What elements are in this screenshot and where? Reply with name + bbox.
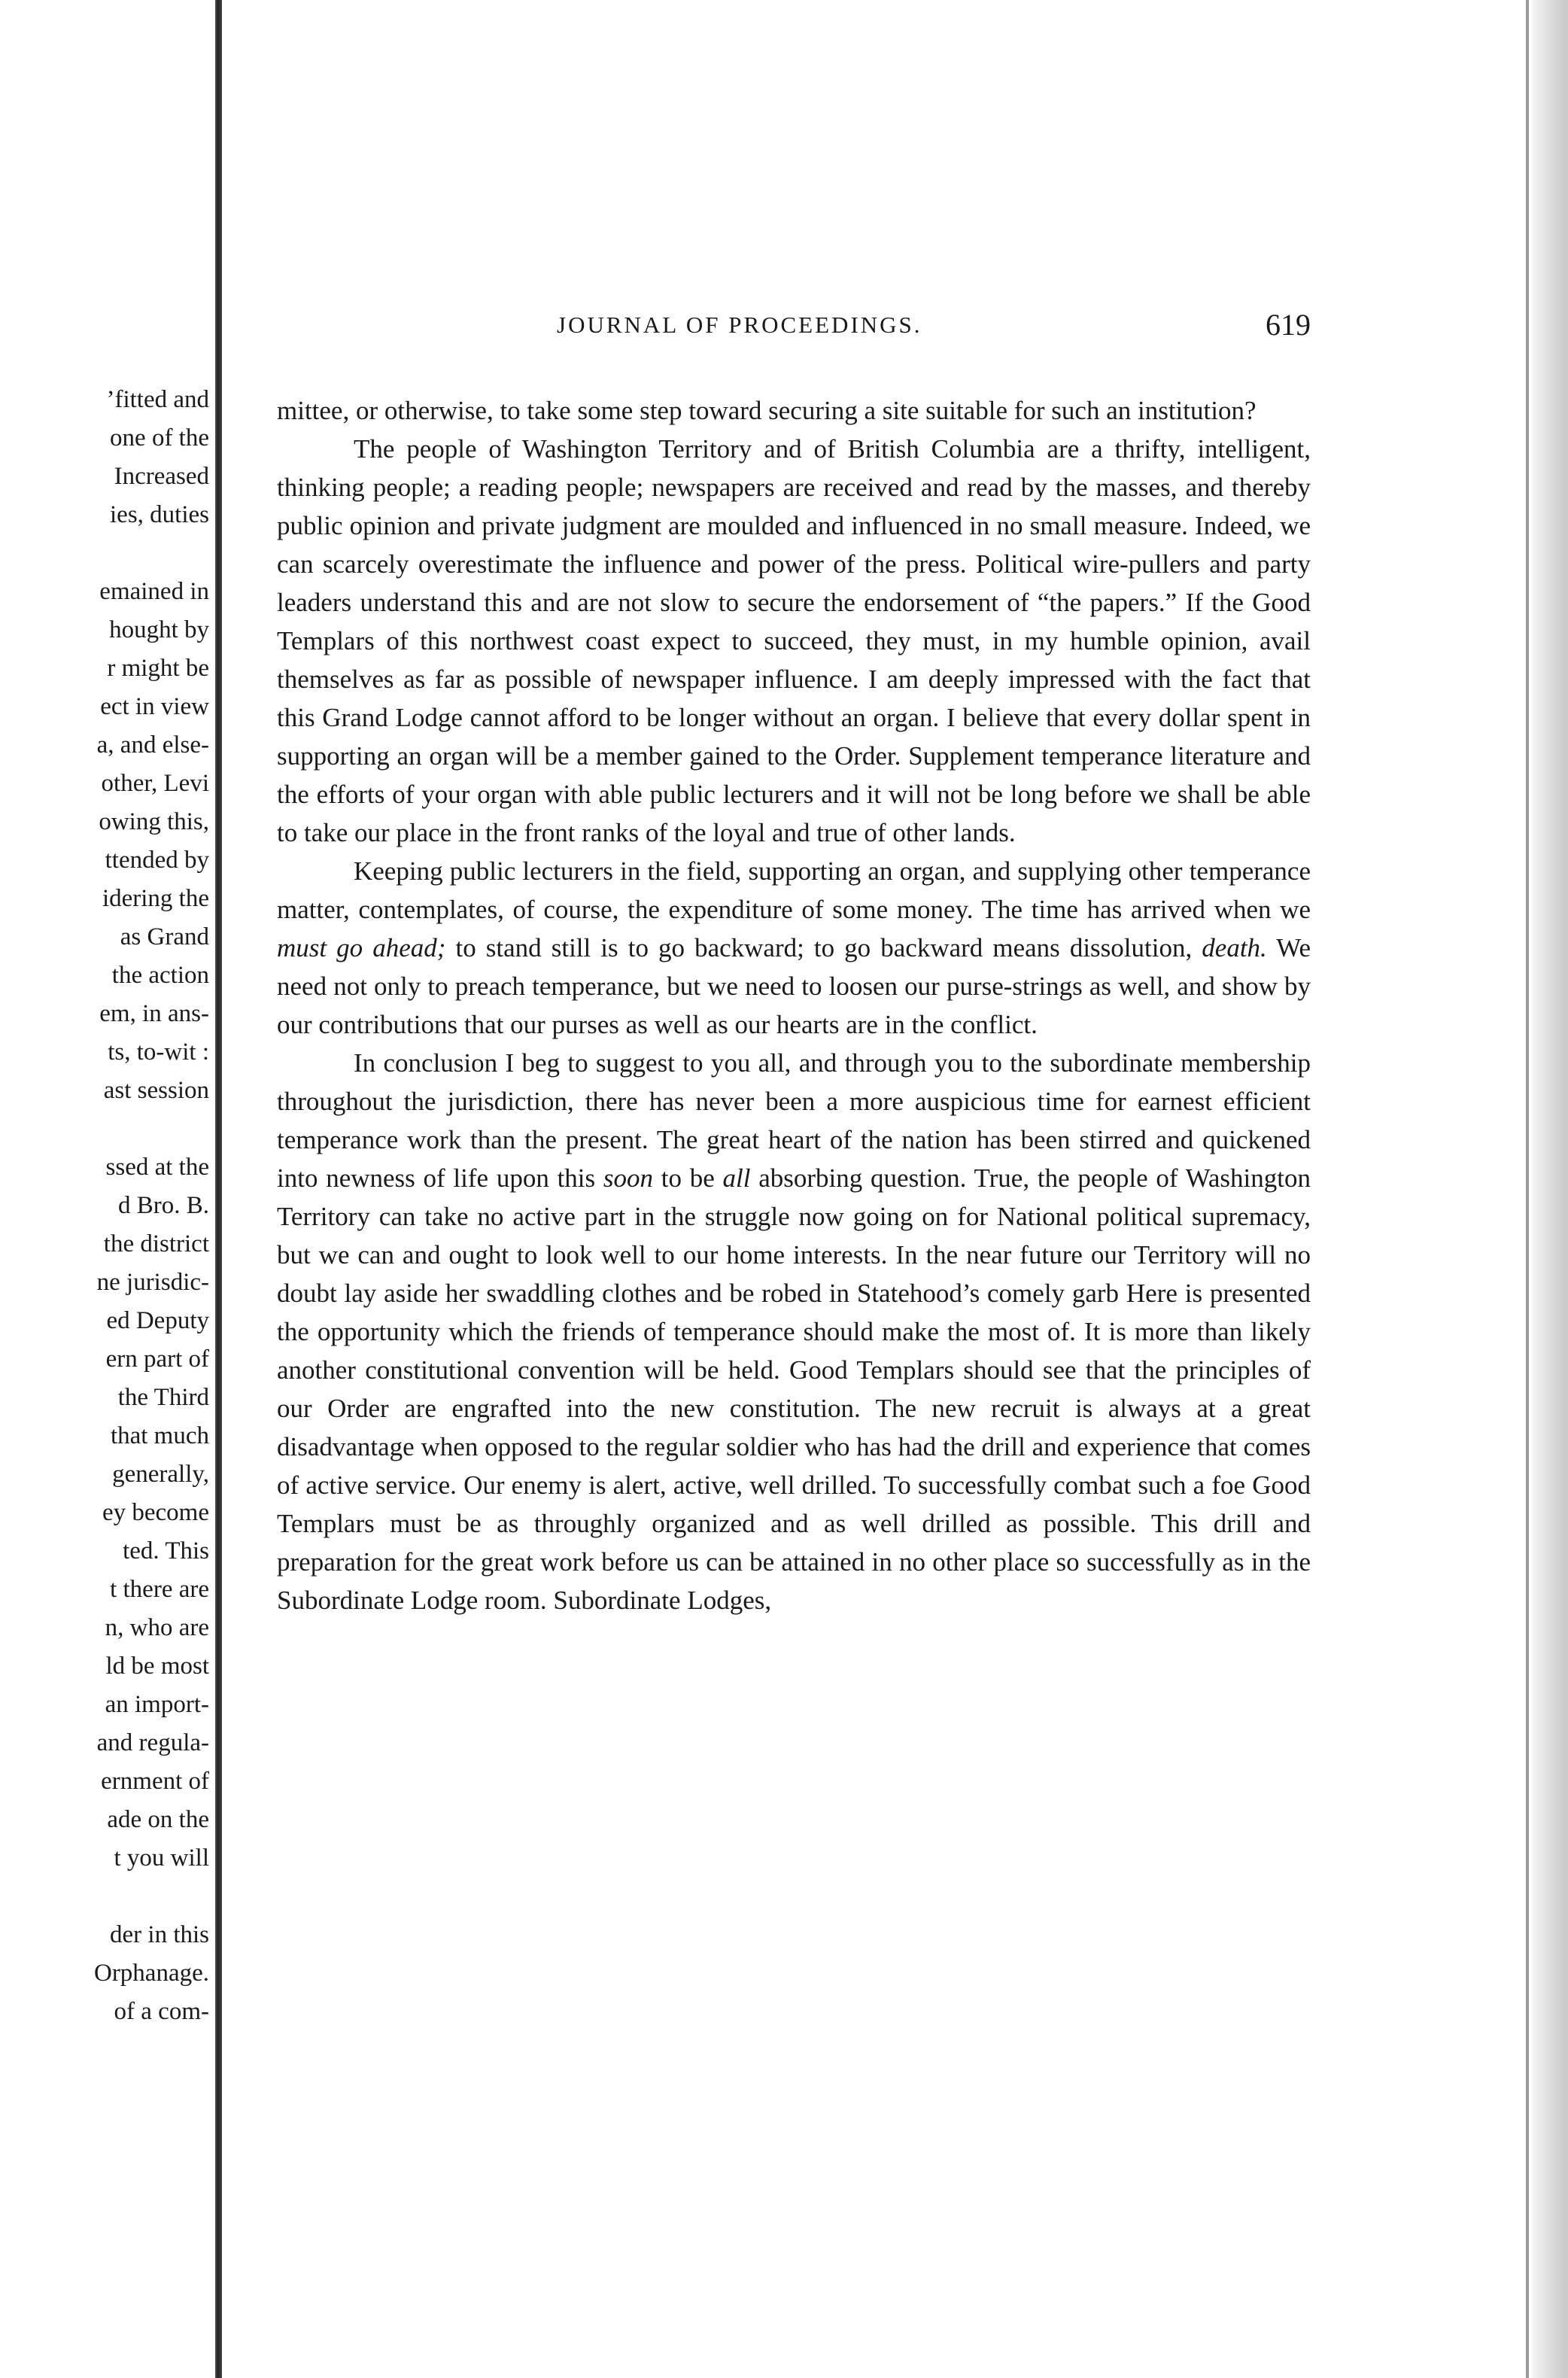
facing-page-line: owing this,: [99, 808, 209, 835]
facing-page-line: an import-: [105, 1691, 209, 1718]
facing-page-line: the district: [103, 1230, 209, 1257]
facing-page-line: ast session: [103, 1077, 209, 1104]
paragraph-text: The people of Washington Territory and of British Columbia are a thrifty, intelligent, thinking people; a reading people; newspapers are received and read by the masses, and thereby public opinion and private judgment are moulded and influenced in no small measure. Indeed, we can scarcely overestimate the influence and power of the press. Political wire-pullers and party leaders understand this and are not slow to secure the endorsement of “the papers.” If the Good Templars of this northwest coast expect to succeed, they must, in my humble opinion, avail themselves as far as possible of newspaper influence. I am deeply impressed with the fact that this Grand Lodge cannot afford to be longer without an organ. I believe that every dollar spent in supporting an organ will be a member gained to the Order. Supplement temperance literature and the efforts of your organ with able public lecturers and it will not be long before we shall be able to take our place in the front ranks of the loyal and true of other lands.: [277, 434, 1311, 847]
facing-page-line: generally,: [112, 1461, 209, 1488]
facing-page-line: ld be most: [105, 1653, 209, 1680]
paragraph-text: We need not only to preach temperance, but we need to loosen our purse-strings as well, and show by our contributions that our purses as well as our hearts are in the conflict.: [277, 933, 1311, 1039]
facing-page-line: ect in view: [100, 693, 209, 720]
running-head: JOURNAL OF PROCEEDINGS.: [557, 312, 922, 338]
page-number: 619: [1266, 308, 1311, 342]
facing-page-line: r might be: [107, 655, 209, 682]
facing-page-line: and regula-: [96, 1729, 209, 1756]
facing-page-line: ’fitted and: [106, 386, 209, 413]
italic-phrase: death.: [1202, 933, 1267, 962]
facing-page-line: d Bro. B.: [117, 1192, 209, 1219]
facing-page-line: ade on the: [107, 1806, 209, 1833]
facing-page-line: n, who are: [105, 1614, 209, 1641]
paragraph-text: Keeping public lecturers in the field, supporting an organ, and supplying other temperance matter, contemplates, of course, the expenditure of some money. The time has arrived when we: [277, 856, 1311, 924]
facing-page-line: Increased: [114, 463, 209, 490]
facing-page-line: one of the: [110, 424, 209, 452]
facing-page-line: ttended by: [105, 847, 209, 874]
paragraph-text: absorbing question. True, the people of Washington Territory can take no active part in the struggle now going on for National political supremacy, but we can and ought to look well to our home interests. In the near future our Territory will no doubt lay aside her swaddling clothes and be robed in Statehood’s comely garb Here is presented the opportunity which the friends of temperance should make the most of. It is more than likely another constitutional convention will be held. Good Templars should see that the principles of our Order are engrafted into the new constitution. The new recruit is always at a great disadvantage when opposed to the regular soldier who has had the drill and experience that comes of active service. Our enemy is alert, active, well drilled. To successfully combat such a foe Good Templars must be as throughly organized and as well drilled as possible. This drill and preparation for the great work before us can be attained in no other place so successfully as in the Subordinate Lodge room. Subordinate Lodges,: [277, 1163, 1311, 1615]
facing-page-line: the Third: [117, 1384, 209, 1411]
facing-page-line: [94, 1878, 209, 1916]
page-edge-line: [1526, 0, 1529, 2378]
facing-page-line: ssed at the: [105, 1154, 209, 1181]
paragraph-text: In conclusion I beg to suggest to you all, and through you to the subordinate membership throughout the jurisdiction, there has never been a more auspicious time for earnest efficient temperance work than the present. The great heart of the nation has been stirred and quickened into newness of life upon this: [277, 1048, 1311, 1193]
facing-page-line: of a com-: [114, 1998, 209, 2025]
facing-page-line: der in this: [110, 1921, 209, 1948]
paragraph-text: to be: [653, 1163, 723, 1193]
facing-page-line: emained in: [99, 578, 209, 605]
facing-page-line: t you will: [114, 1844, 209, 1872]
paragraph-1: [277, 391, 1311, 430]
paragraph-3: [277, 852, 1311, 1044]
book-gutter: [215, 0, 222, 2378]
paragraph-text: to stand still is to go backward; to go backward means dissolution,: [445, 933, 1202, 962]
facing-page-line: Orphanage.: [93, 1960, 209, 1987]
facing-page-line: as Grand: [120, 923, 209, 950]
facing-page-line: em, in ans-: [99, 1000, 209, 1027]
facing-page-line: the action: [111, 962, 209, 989]
main-text: [277, 391, 1311, 1619]
paragraph-4: [277, 1044, 1311, 1619]
facing-page-line: ted. This: [123, 1537, 209, 1565]
paragraph-2: [277, 430, 1311, 852]
facing-page-line: hought by: [109, 616, 209, 643]
facing-page-line: ts, to-wit :: [108, 1038, 209, 1066]
facing-page-line: ies, duties: [110, 501, 209, 528]
italic-phrase: soon: [603, 1163, 654, 1193]
facing-page-text: [94, 381, 209, 2031]
italic-phrase: must go ahead;: [277, 933, 446, 962]
facing-page-line: ey become: [102, 1499, 209, 1526]
page-header: [271, 308, 1311, 357]
page-edge-shadow: [1532, 0, 1568, 2378]
facing-page-line: that much: [110, 1422, 209, 1449]
italic-phrase: all: [722, 1163, 751, 1193]
facing-page-line: ernment of: [101, 1768, 209, 1795]
facing-page-fragment: [0, 0, 226, 2378]
facing-page-line: t there are: [110, 1576, 209, 1603]
facing-page-line: [94, 534, 209, 573]
facing-page-line: idering the: [102, 885, 209, 912]
facing-page-line: [94, 1110, 209, 1148]
facing-page-line: other, Levi: [101, 770, 209, 797]
paragraph-text: mittee, or otherwise, to take some step toward securing a site suitable for such an institution?: [277, 396, 1257, 425]
facing-page-line: ern part of: [105, 1346, 209, 1373]
facing-page-line: ne jurisdic-: [96, 1269, 209, 1296]
facing-page-line: a, and else-: [96, 731, 209, 759]
facing-page-line: ed Deputy: [106, 1307, 209, 1334]
